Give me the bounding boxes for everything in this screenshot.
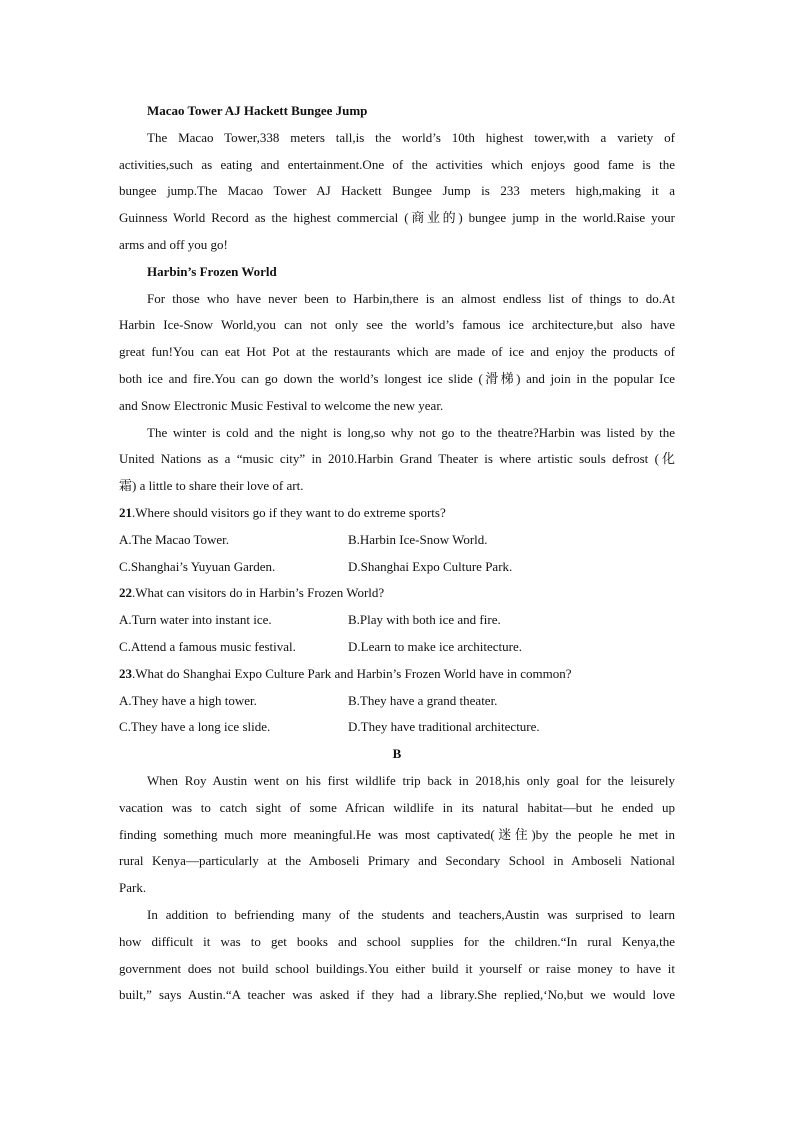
section-b-heading: B — [392, 746, 402, 762]
text-line: rural Kenya—particularly at the Amboseli Primary and Secondary School in Amboseli National — [119, 853, 675, 869]
text-line: Guinness World Record as the highest commercial (商业的) bungee jump in the world.Raise your — [119, 210, 675, 226]
paragraph-austin-1 — [119, 768, 675, 902]
option-a: A.They have a high tower. — [119, 692, 257, 708]
text-line: In addition to befriending many of the students and teachers,Austin was surprised to learn — [147, 906, 675, 922]
text-line: United Nations as a “music city” in 2010.Harbin Grand Theater is where artistic souls defrost (化 — [119, 451, 675, 467]
text-line: both ice and fire.You can go down the world’s longest ice slide (滑梯) and join in the popular Ice — [119, 370, 675, 386]
paragraph-austin-2 — [119, 902, 675, 1009]
text-line: Harbin Ice-Snow World,you can not only see the world’s famous ice architecture,but also have — [119, 317, 675, 333]
option-d: D.Learn to make ice architecture. — [348, 638, 522, 654]
question-text: .What do Shanghai Expo Culture Park and Harbin’s Frozen World have in common? — [132, 665, 572, 681]
option-c: C.Shanghai’s Yuyuan Garden. — [119, 558, 276, 574]
option-a: A.Turn water into instant ice. — [119, 612, 272, 628]
text-line: 霜) a little to share their love of art. — [119, 478, 304, 494]
question-text: .What can visitors do in Harbin’s Frozen World? — [132, 585, 385, 601]
question-number: 21 — [119, 504, 132, 520]
options-row — [119, 714, 675, 741]
question-22 — [119, 580, 675, 607]
text-line: finding something much more meaningful.He was most captivated(迷住)by the people he met in — [119, 826, 675, 842]
text-line: government does not build school buildings.You either build it yourself or raise money to have it — [119, 960, 675, 976]
option-c: C.They have a long ice slide. — [119, 719, 271, 735]
text-line: built,” says Austin.“A teacher was asked if they had a library.She replied,‘No,but we would love — [119, 987, 675, 1003]
text-line: The winter is cold and the night is long,so why not go to the theatre?Harbin was listed by the — [147, 424, 675, 440]
text-line: arms and off you go! — [119, 236, 228, 252]
question-text: .Where should visitors go if they want to do extreme sports? — [132, 504, 446, 520]
text-line: and Snow Electronic Music Festival to welcome the new year. — [119, 397, 444, 413]
option-b: B.Harbin Ice-Snow World. — [348, 531, 488, 547]
text-line: activities,such as eating and entertainment.One of the activities which enjoys good fame is the — [119, 156, 675, 172]
option-d: D.They have traditional architecture. — [348, 719, 540, 735]
question-number: 23 — [119, 665, 132, 681]
option-b: B.Play with both ice and fire. — [348, 612, 501, 628]
paragraph-harbin — [119, 286, 675, 420]
option-a: A.The Macao Tower. — [119, 531, 230, 547]
options-row — [119, 607, 675, 634]
question-21 — [119, 500, 675, 527]
options-row — [119, 554, 675, 581]
paragraph-theatre — [119, 420, 675, 500]
text-line: Park. — [119, 880, 147, 896]
option-c: C.Attend a famous music festival. — [119, 638, 296, 654]
text-line: The Macao Tower,338 meters tall,is the world’s 10th highest tower,with a variety of — [147, 129, 675, 145]
text-line: When Roy Austin went on his first wildlife trip back in 2018,his only goal for the leisurely — [147, 772, 675, 788]
document-body — [119, 98, 675, 1009]
options-row — [119, 688, 675, 715]
text-line: how difficult it was to get books and school supplies for the children.“In rural Kenya,the — [119, 933, 675, 949]
paragraph-macao — [119, 125, 675, 259]
text-line: For those who have never been to Harbin,there is an almost endless list of things to do.At — [147, 290, 675, 306]
question-23 — [119, 661, 675, 688]
section-heading-harbin: Harbin’s Frozen World — [147, 263, 277, 279]
options-row — [119, 527, 675, 554]
option-d: D.Shanghai Expo Culture Park. — [348, 558, 513, 574]
options-row — [119, 634, 675, 661]
section-heading-macao: Macao Tower AJ Hackett Bungee Jump — [147, 103, 368, 118]
question-number: 22 — [119, 585, 132, 601]
text-line: vacation was to catch sight of some African wildlife in its natural habitat—but he ended up — [119, 799, 675, 815]
text-line: bungee jump.The Macao Tower AJ Hackett Bungee Jump is 233 meters high,making it a — [119, 183, 675, 199]
text-line: great fun!You can eat Hot Pot at the restaurants which are made of ice and enjoy the products of — [119, 344, 675, 360]
option-b: B.They have a grand theater. — [348, 692, 498, 708]
